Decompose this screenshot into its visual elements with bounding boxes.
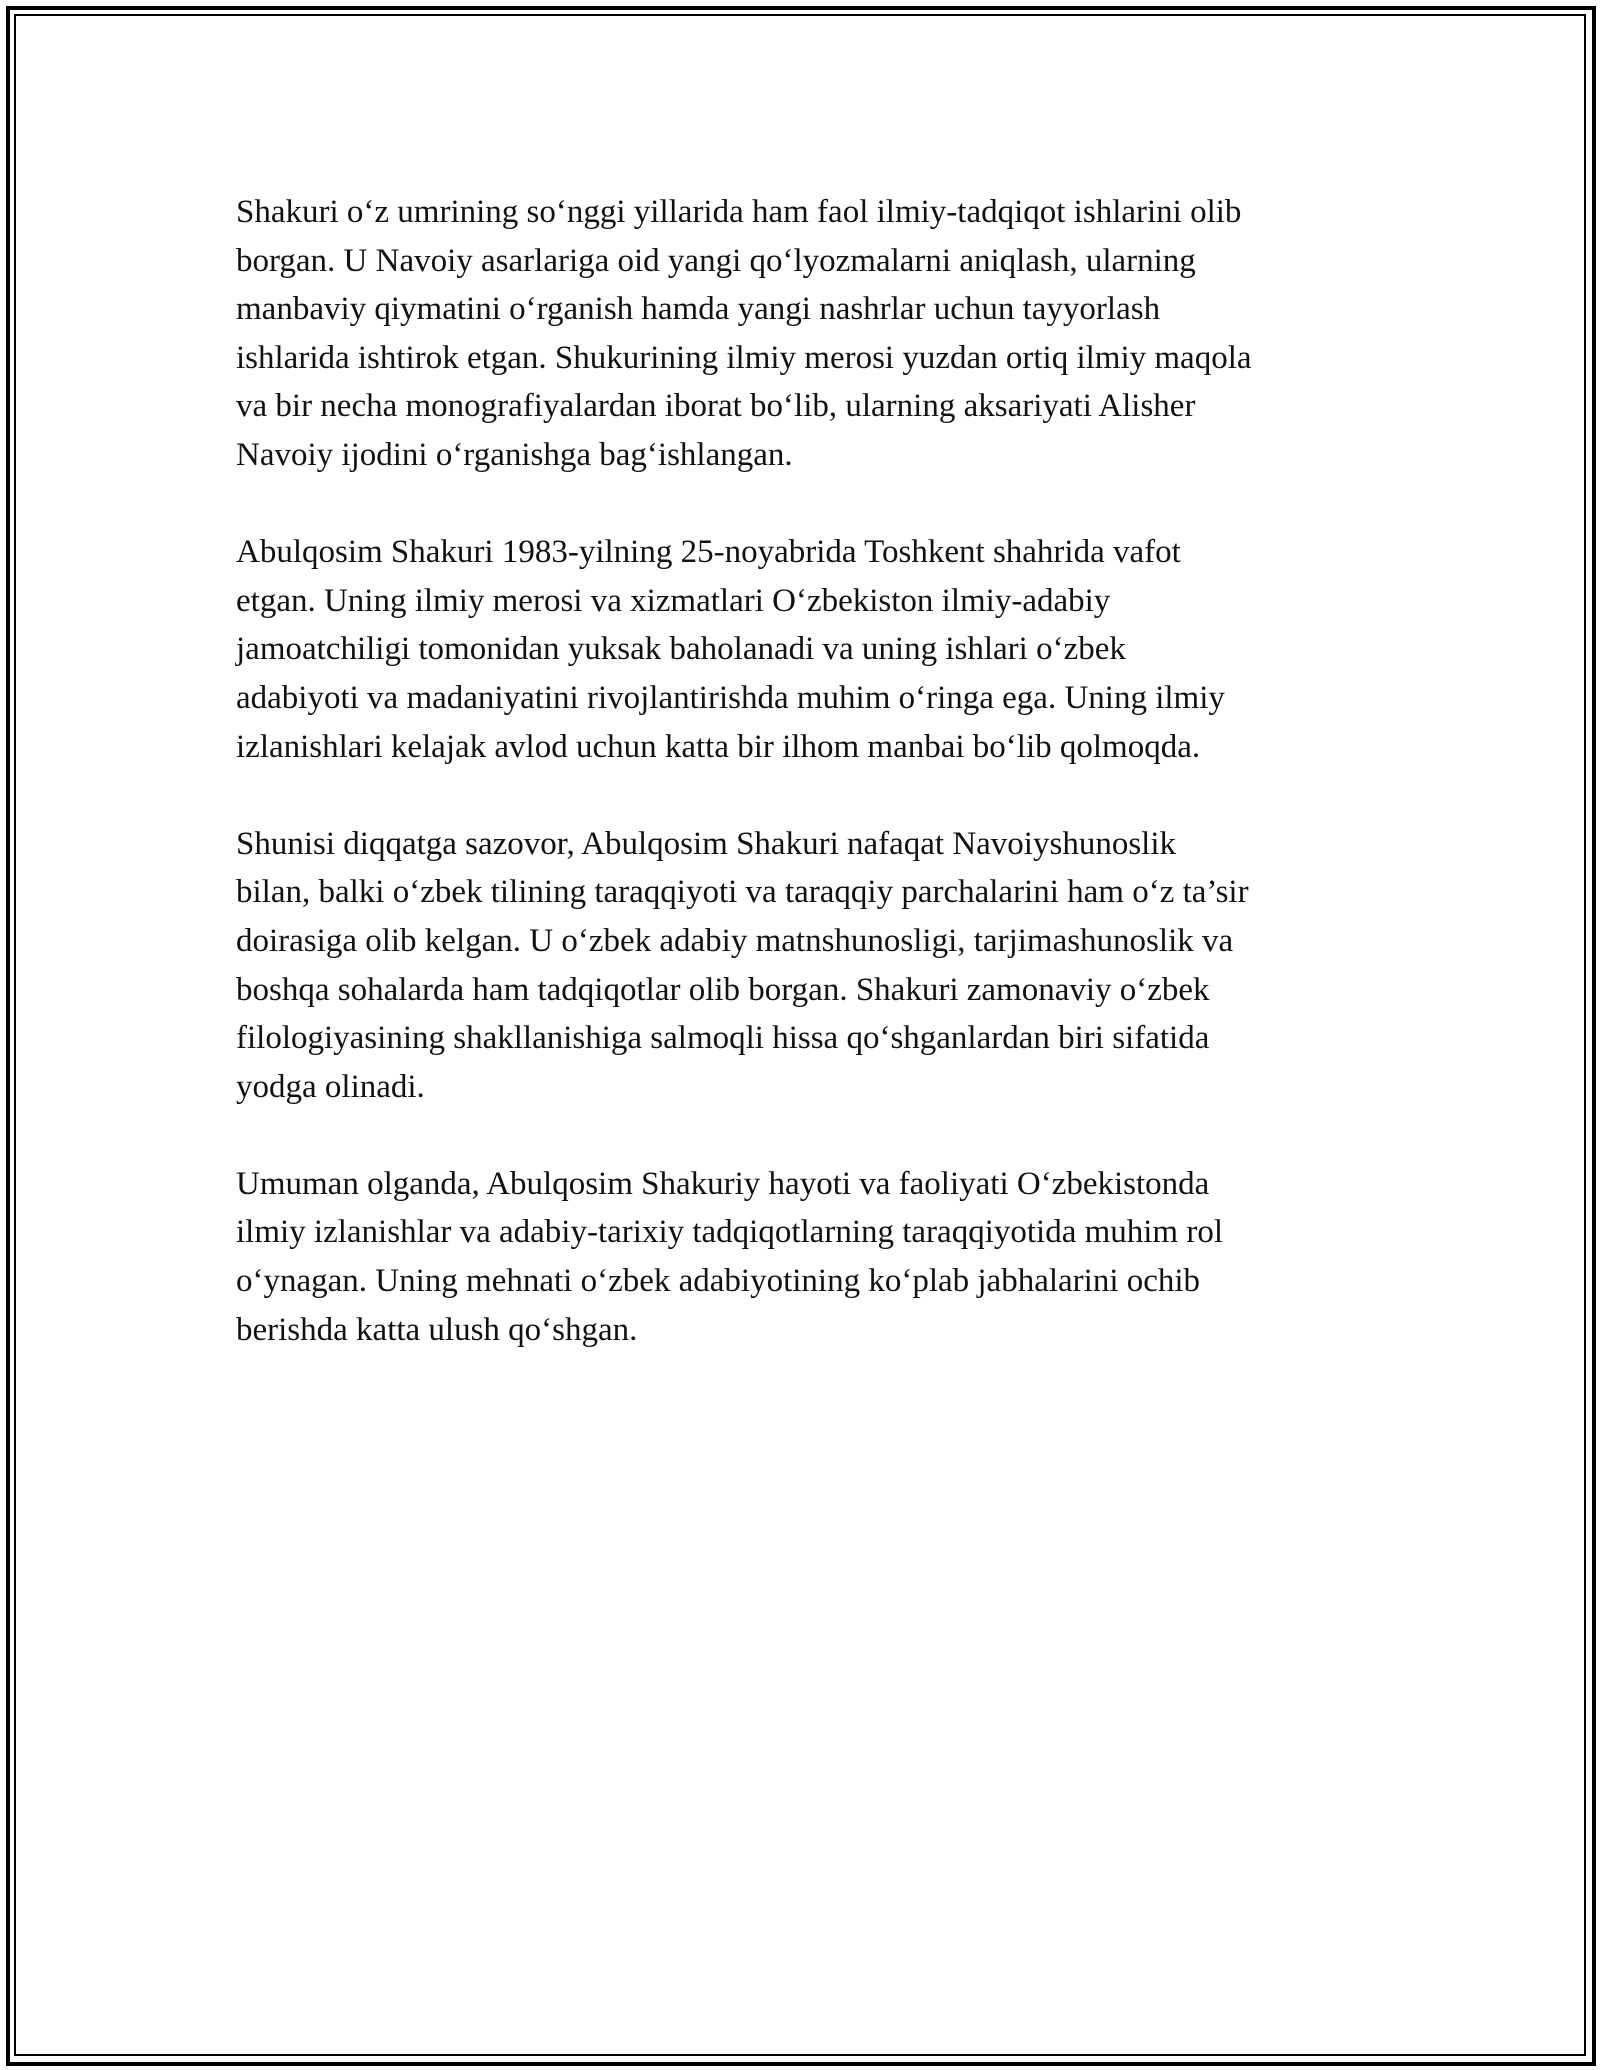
paragraph-4: Umuman olganda, Abulqosim Shakuriy hayoti va faoliyati O‘zbekistonda ilmiy izlanishlar va adabiy-tarixiy tadqiqotlarning taraqqiyotida muhim rol o‘ynagan. Uning mehnati o‘zbek adabiyotining ko‘plab jabhalarini ochib berishda katta ulush qo‘shgan.	[236, 1165, 1224, 1348]
paragraph-1: Shakuri o‘z umrining so‘nggi yillarida ham faol ilmiy-tadqiqot ishlarini olib borgan. U Navoiy asarlariga oid yangi qo‘lyozmalarni aniqlash, ularning manbaviy qiymatini o‘rganish hamda yangi nashrlar uchun tayyorlash ishlarida ishtirok etgan. Shukurining ilmiy merosi yuzdan ortiq ilmiy maqola va bir necha monografiyalardan iborat bo‘lib, ularning aksariyati Alisher Navoiy ijodini o‘rganishga bag‘ishlangan.	[236, 194, 1252, 473]
paragraph-2: Abulqosim Shakuri 1983-yilning 25-noyabrida Toshkent shahrida vafot etgan. Uning ilmiy merosi va xizmatlari O‘zbekiston ilmiy-adabiy jamoatchiligi tomonidan yuksak baholanadi va uning ishlari o‘zbek adabiyoti va madaniyatini rivojlantirishda muhim o‘ringa ega. Uning ilmiy izlanishlari kelajak avlod uchun katta bir ilhom manbai bo‘lib qolmoqda.	[236, 534, 1225, 765]
paragraph-3: Shunisi diqqatga sazovor, Abulqosim Shakuri nafaqat Navoiyshunoslik bilan, balki o‘zbek tilining taraqqiyoti va taraqqiy parchalarini ham o‘z ta’sir doirasiga olib kelgan. U o‘zbek adabiy matnshunosligi, tarjimashunoslik va boshqa sohalarda ham tadqiqotlar olib borgan. Shakuri zamonaviy o‘zbek filologiyasining shakllanishiga salmoqli hissa qo‘shganlardan biri sifatida yodga olinadi.	[236, 825, 1249, 1105]
document-body	[236, 188, 1396, 1403]
